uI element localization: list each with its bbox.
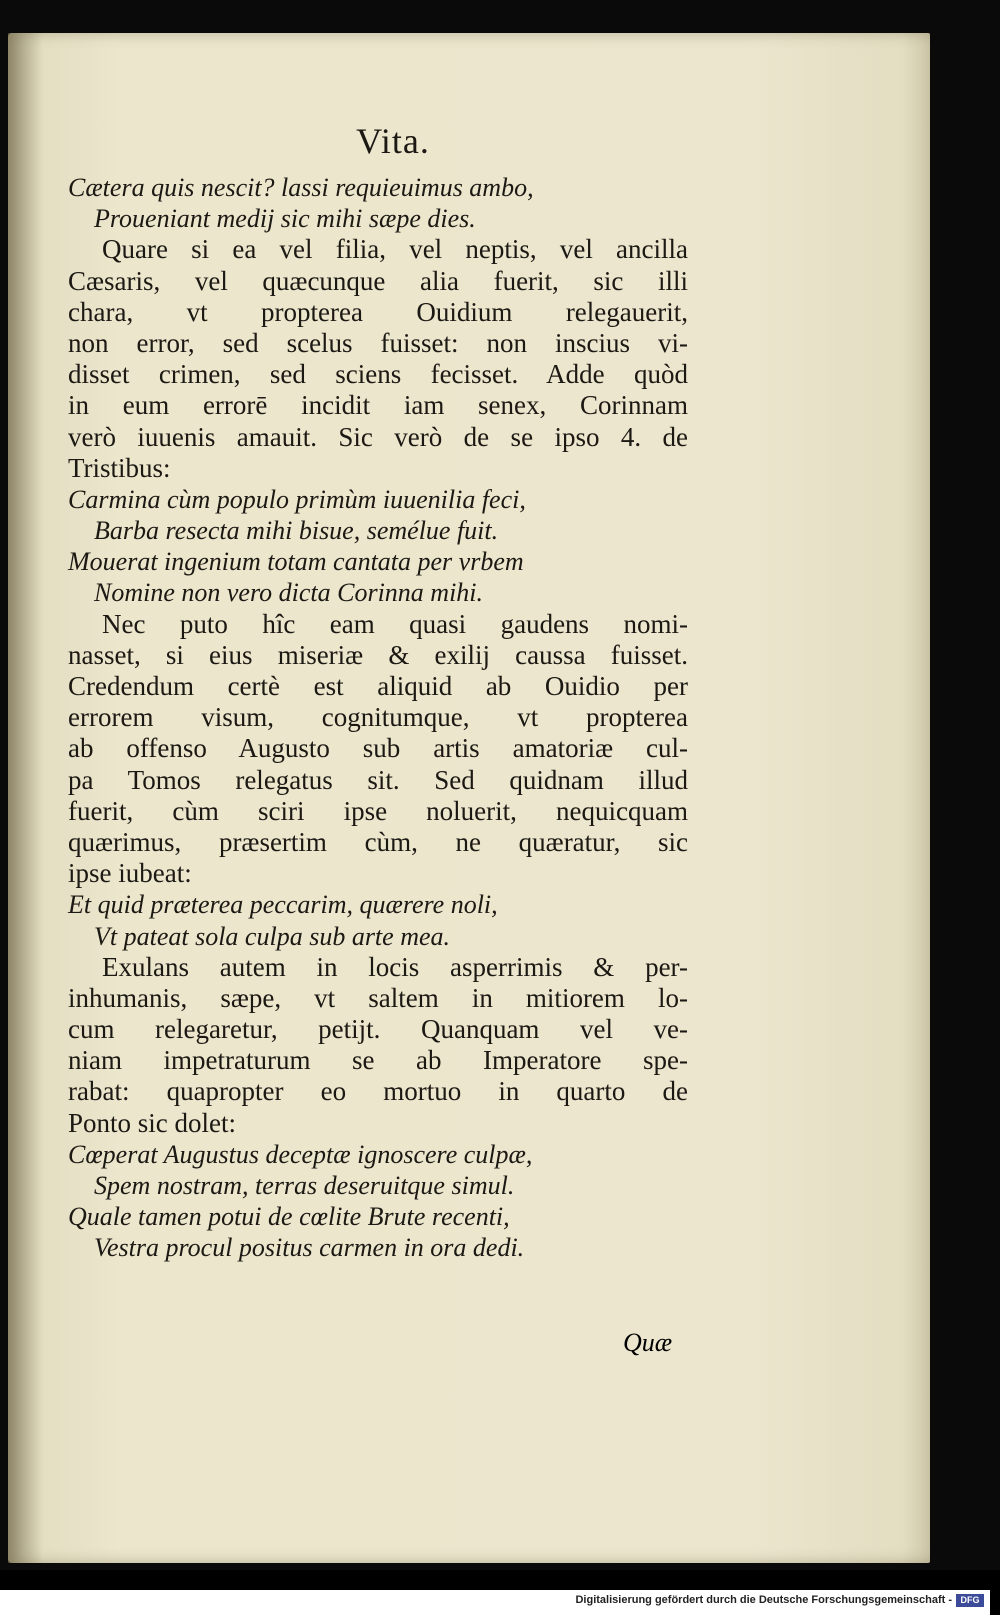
prose-line: niam impetraturum se ab Imperatore spe- [68,1045,688,1076]
prose-line: Quare si ea vel filia, vel neptis, vel ancilla [102,234,688,265]
verse-line: Barba resecta mihi bisue, semélue fuit. [94,516,499,546]
prose-line: verò iuuenis amauit. Sic verò de se ipso 4. de [68,421,688,452]
prose-line: ab offenso Augusto sub artis amatoriæ cul- [68,733,688,764]
verse-line: Spem nostram, terras deseruitque simul. [94,1171,515,1200]
book-page [8,33,930,1563]
verse-line: Vt pateat sola culpa sub arte mea. [94,921,451,951]
prose-line: pa Tomos relegatus sit. Sed quidnam illud [68,764,688,795]
dfg-logo-icon: DFG [956,1594,984,1607]
prose-line: non error, sed scelus fuisset: non inscius vi- [68,327,688,358]
verse-line: Nomine non vero dicta Corinna mihi. [94,578,484,608]
funding-credit: Digitalisierung gefördert durch die Deutsche Forschungsgemeinschaft - [575,1594,952,1606]
prose-line: errorem visum, cognitumque, vt propterea [68,702,688,733]
verse-line: Mouerat ingenium totam cantata per vrbem [68,547,524,577]
prose-line: Nec puto hîc eam quasi gaudens nomi- [102,608,688,639]
prose-line: fuerit, cùm sciri ipse noluerit, nequicquam [68,795,688,826]
prose-line: disset crimen, sed sciens fecisset. Adde quòd [68,359,688,390]
prose-line: Tristibus: [68,452,171,483]
prose-line: Ponto sic dolet: [68,1107,236,1138]
prose-line: in eum errorē incidit iam senex, Corinnam [68,390,688,421]
prose-line: Credendum certè est aliquid ab Ouidio per [68,671,688,701]
verse-line: Cætera quis nescit? lassi requieuimus ambo, [68,173,534,202]
verse-line: Vestra procul positus carmen in ora dedi. [94,1233,525,1263]
text-lines [68,172,688,1264]
verse-line: Quale tamen potui de cœlite Brute recenti, [68,1202,510,1232]
prose-line: cum relegaretur, petijt. Quanquam vel ve- [68,1014,688,1045]
prose-line: inhumanis, sæpe, vt saltem in mitiorem lo- [68,982,688,1013]
prose-line: Cæsaris, vel quæcunque alia fuerit, sic illi [68,265,688,296]
verse-line: Proueniant medij sic mihi sæpe dies. [94,204,476,234]
catchword: Quæ [623,1328,673,1357]
prose-line: ipse iubeat: [68,858,192,889]
verse-line: Carmina cùm populo primùm iuuenilia feci, [68,484,526,514]
prose-line: chara, vt propterea Ouidium relegauerit, [68,296,688,327]
prose-line: Exulans autem in locis asperrimis & per- [102,951,688,982]
verse-line: Et quid præterea peccarim, quærere noli, [68,890,498,920]
prose-line: quærimus, præsertim cùm, ne quæratur, sic [68,826,688,857]
footer-bar [0,1590,990,1615]
prose-line: nasset, si eius miseriæ & exilij caussa fuisset. [68,639,688,670]
verse-line: Cœperat Augustus deceptæ ignoscere culpæ, [68,1139,533,1169]
page-text [68,118,688,1264]
running-head: Vita. [356,121,430,161]
prose-line: rabat: quapropter eo mortuo in quarto de [68,1076,688,1107]
